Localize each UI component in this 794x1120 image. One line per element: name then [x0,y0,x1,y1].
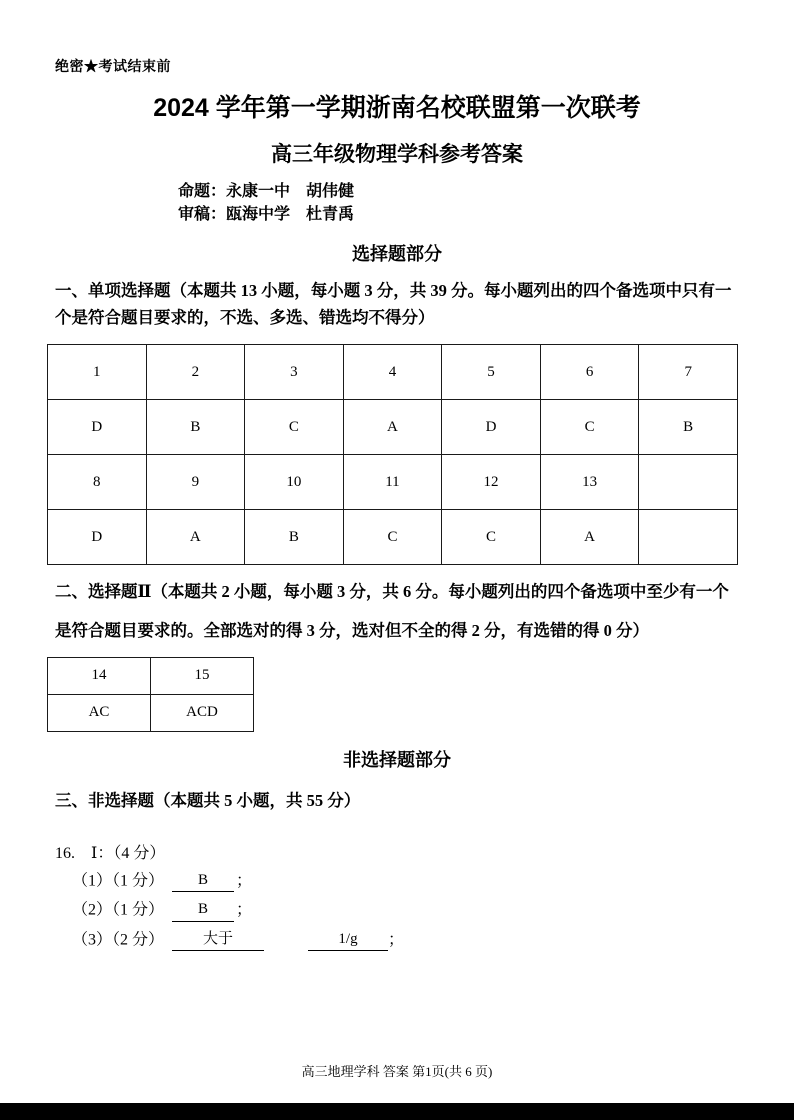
table-cell: 15 [151,657,254,694]
table-cell: D [442,400,541,455]
table-cell: B [639,400,738,455]
item-prefix: （3）（2 分） [72,931,165,949]
part1-title: 一、单项选择题（本题共 13 小题，每小题 3 分，共 39 分。每小题列出的四个备选项中只有一个是符合题目要求的，不选、多选、错选均不得分） [55,281,732,327]
answer-blank: 1/g [308,929,388,951]
table-cell: 11 [343,455,442,510]
question-16-label: 16. Ⅰ：（4 分） [55,845,166,863]
item-prefix: （1）（1 分） [72,872,165,890]
table-cell: 1 [48,345,147,400]
table-cell: ACD [151,694,254,731]
table-cell: C [343,510,442,565]
table-cell: 8 [48,455,147,510]
item-suffix: ； [388,931,405,949]
table-cell: 10 [245,455,344,510]
table-cell: D [48,510,147,565]
multi-choice-answer-table [47,657,254,732]
table-cell: B [146,400,245,455]
exam-meta [178,180,794,226]
table-cell: 14 [48,657,151,694]
item-suffix: ； [236,901,253,919]
table-cell: 12 [442,455,541,510]
non-choice-section-heading: 非选择题部分 [343,749,451,770]
table-cell: 3 [245,345,344,400]
table-row [48,345,738,400]
item-prefix: （2）（1 分） [72,901,165,919]
table-cell: A [343,400,442,455]
table-row [48,510,738,565]
table-cell: A [146,510,245,565]
table-cell: C [442,510,541,565]
answer-blank: 大于 [172,929,264,951]
table-row [48,455,738,510]
table-cell: D [48,400,147,455]
table-cell [639,510,738,565]
choice-section-heading: 选择题部分 [352,244,442,265]
table-cell: B [245,510,344,565]
part3-title: 三、非选择题（本题共 5 小题，共 55 分） [55,790,361,810]
table-row [48,657,254,694]
page-footer: 高三地理学科 答案 第1页(共 6 页) [301,1064,493,1079]
table-cell: A [540,510,639,565]
table-cell: 2 [146,345,245,400]
item-suffix: ； [236,872,253,890]
scan-edge-bar [0,1103,794,1120]
table-cell: 9 [146,455,245,510]
table-cell: 13 [540,455,639,510]
proposer-line: 命题：永康一中 胡伟健 [178,183,355,200]
table-cell: 4 [343,345,442,400]
table-cell [639,455,738,510]
classification-label: 绝密★考试结束前 [55,60,171,75]
answer-blank: B [172,899,234,921]
exam-title: 2024 学年第一学期浙南名校联盟第一次联考 [153,94,641,122]
reviewer-line: 审稿：瓯海中学 杜青禹 [178,206,355,224]
single-choice-answer-table [47,344,738,565]
table-cell: C [245,400,344,455]
table-row [48,694,254,731]
q16-item-1 [72,870,794,892]
part2-title: 二、选择题Ⅱ（本题共 2 小题，每小题 3 分，共 6 分。每小题列出的四个备选项中至少有一个是符合题目要求的。全部选对的得 3 分，选对但不全的得 2 分，有选错的得 0 分） [55,582,729,640]
table-cell: AC [48,694,151,731]
answer-blank: B [172,870,234,892]
answer-sheet-subtitle: 高三年级物理学科参考答案 [271,143,523,166]
table-row [48,400,738,455]
q16-item-3 [72,929,794,951]
q16-item-2 [72,899,794,921]
table-cell: 5 [442,345,541,400]
table-cell: C [540,400,639,455]
table-cell: 6 [540,345,639,400]
table-cell: 7 [639,345,738,400]
